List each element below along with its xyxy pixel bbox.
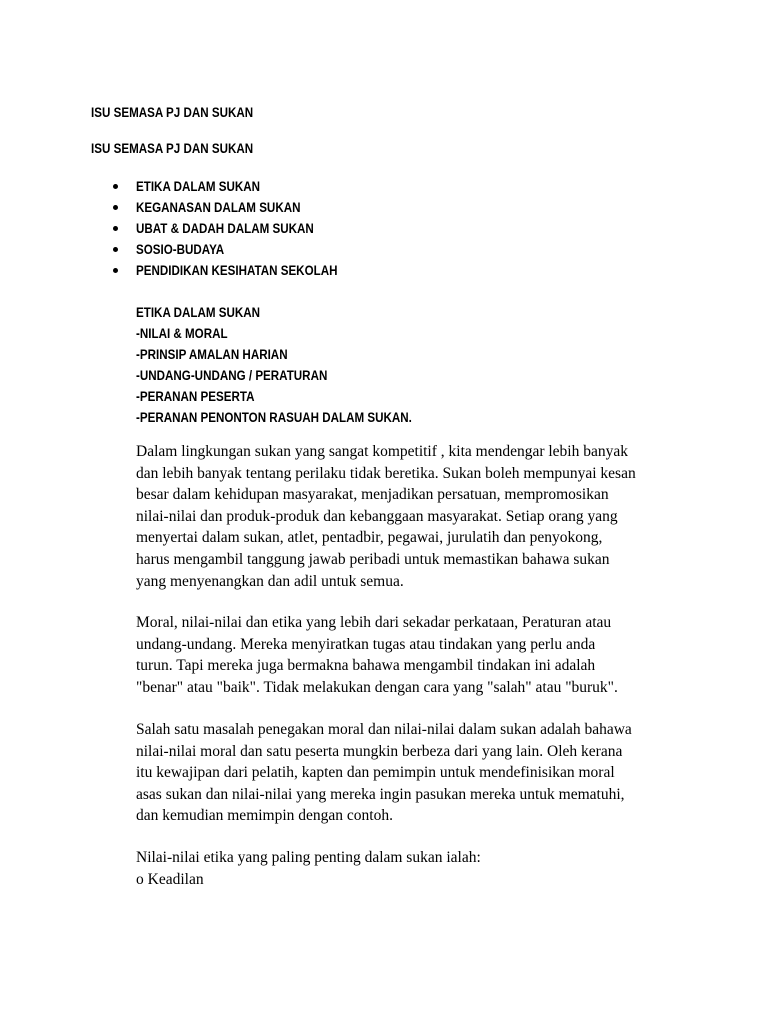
text-line: turun. Tapi mereka juga bermakna bahawa mengambil tindakan ini adalah bbox=[136, 657, 596, 675]
section-line: -PERANAN PESERTA bbox=[136, 389, 255, 404]
topic-label: PENDIDIKAN KESIHATAN SEKOLAH bbox=[136, 263, 338, 278]
document-title: ISU SEMASA PJ DAN SUKAN bbox=[91, 105, 254, 120]
text-line: yang menyenangkan dan adil untuk semua. bbox=[136, 572, 404, 590]
ethics-section bbox=[136, 302, 457, 428]
text-line: asas sukan dan nilai-nilai yang mereka ingin pasukan mereka untuk mematuhi, bbox=[136, 785, 625, 803]
text-line: besar dalam kehidupan masyarakat, menjadikan persatuan, mempromosikan bbox=[136, 486, 609, 504]
paragraph bbox=[136, 847, 696, 890]
section-heading: ETIKA DALAM SUKAN bbox=[136, 305, 261, 320]
text-line: menyertai dalam sukan, atlet, pentadbir, pegawai, jurulatih dan penyokong, bbox=[136, 529, 603, 547]
topic-label: ETIKA DALAM SUKAN bbox=[136, 179, 261, 194]
text-line: "benar" atau "baik". Tidak melakukan dengan cara yang "salah" atau "buruk". bbox=[136, 678, 618, 696]
text-line: undang-undang. Mereka menyiratkan tugas atau tindakan yang perlu anda bbox=[136, 635, 596, 653]
topic-label: KEGANASAN DALAM SUKAN bbox=[136, 200, 301, 215]
section-line: -NILAI & MORAL bbox=[136, 326, 228, 341]
topic-label: UBAT & DADAH DALAM SUKAN bbox=[136, 221, 314, 236]
text-line: Salah satu masalah penegakan moral dan nilai-nilai dalam sukan adalah bahawa bbox=[136, 721, 632, 738]
text-line: Moral, nilai-nilai dan etika yang lebih dari sekadar perkataan, Peraturan atau bbox=[136, 614, 612, 631]
bullet-icon bbox=[113, 205, 118, 210]
bullet-icon bbox=[113, 268, 118, 273]
text-line: harus mengambil tanggung jawab peribadi untuk memastikan bahawa sukan bbox=[136, 550, 610, 568]
bullet-icon bbox=[113, 247, 118, 252]
text-line: Dalam lingkungan sukan yang sangat kompetitif , kita mendengar lebih banyak bbox=[136, 443, 628, 460]
text-line: Nilai-nilai etika yang paling penting dalam sukan ialah: bbox=[136, 849, 481, 866]
text-line: itu kewajipan dari pelatih, kapten dan pemimpin untuk mendefinisikan moral bbox=[136, 764, 615, 782]
bullet-icon bbox=[113, 226, 118, 231]
section-line: -PERANAN PENONTON RASUAH DALAM SUKAN. bbox=[136, 410, 412, 425]
text-line: nilai-nilai moral dan satu peserta mungkin berbeza dari yang lain. Oleh kerana bbox=[136, 742, 623, 760]
paragraph bbox=[136, 612, 696, 698]
section-line: -UNDANG-UNDANG / PERATURAN bbox=[136, 368, 328, 383]
text-line: o Keadilan bbox=[136, 870, 204, 888]
text-line: nilai-nilai dan produk-produk dan kebanggaan masyarakat. Setiap orang yang bbox=[136, 507, 618, 525]
topic-label: SOSIO-BUDAYA bbox=[136, 242, 225, 257]
paragraph bbox=[136, 441, 696, 592]
bullet-icon bbox=[113, 184, 118, 189]
text-line: dan kemudian memimpin dengan contoh. bbox=[136, 807, 393, 825]
section-line: -PRINSIP AMALAN HARIAN bbox=[136, 347, 288, 362]
document-subtitle: ISU SEMASA PJ DAN SUKAN bbox=[91, 141, 254, 156]
paragraph bbox=[136, 719, 696, 827]
text-line: dan lebih banyak tentang perilaku tidak beretika. Sukan boleh mempunyai kesan bbox=[136, 464, 636, 482]
